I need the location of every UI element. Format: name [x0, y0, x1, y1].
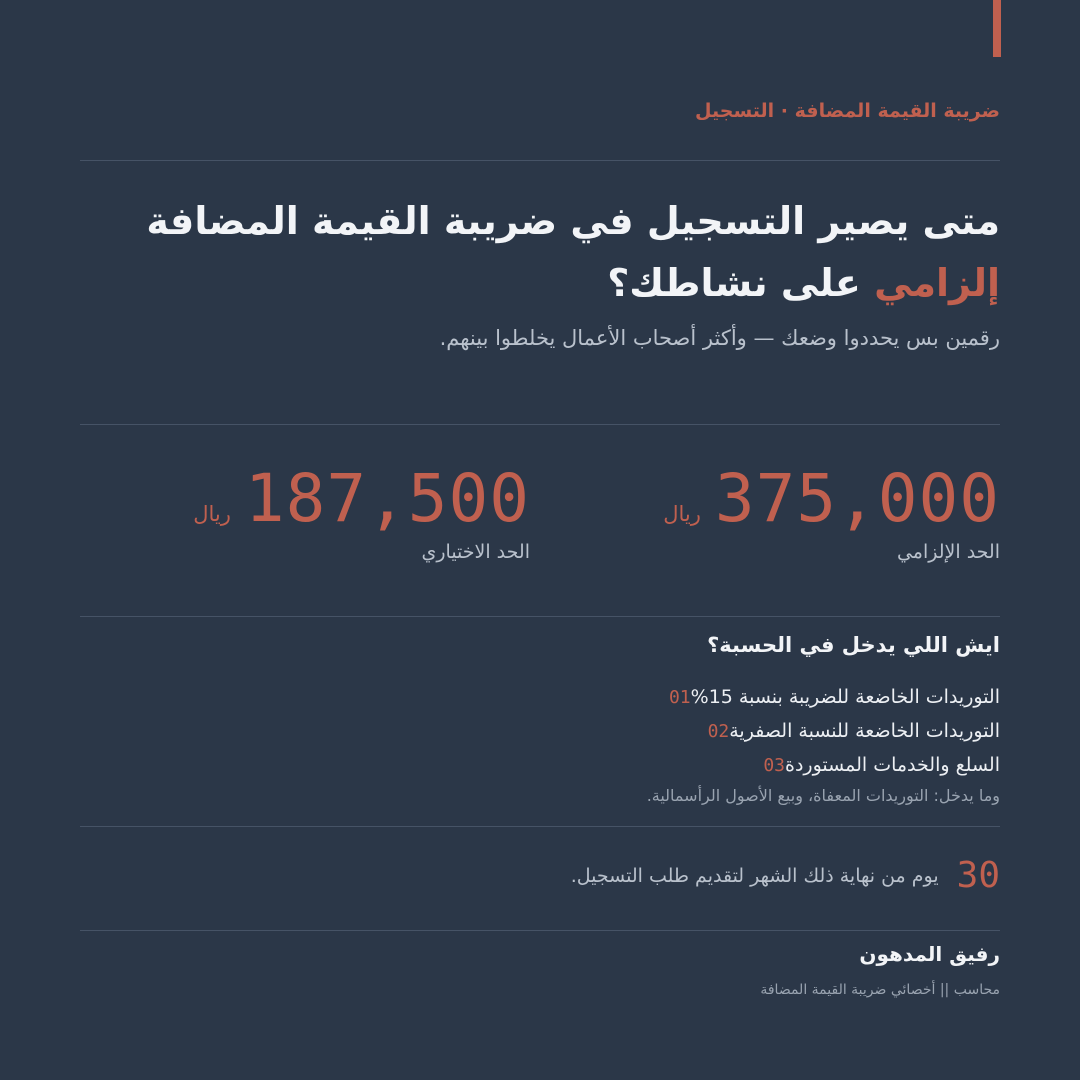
mandatory-threshold-value: 375,000	[714, 460, 1000, 537]
voluntary-threshold	[130, 460, 530, 563]
list-item	[629, 680, 1000, 714]
author-name: رفيق المدهون	[859, 942, 1000, 966]
deadline-days: 30	[956, 855, 1000, 896]
divider	[80, 424, 1000, 425]
subtitle: رقمين بس يحددوا وضعك — وأكثر أصحاب الأعمال يخلطوا بينهم.	[439, 326, 1000, 350]
deadline-text: يوم من نهاية ذلك الشهر لتقديم طلب التسجيل.	[570, 864, 939, 887]
excluded-note: وما يدخل: التوريدات المعفاة، وبيع الأصول الرأسمالية.	[646, 786, 1000, 805]
list-item	[629, 748, 1000, 782]
mandatory-threshold-currency: ريال	[663, 502, 701, 526]
divider	[80, 616, 1000, 617]
mandatory-threshold	[600, 460, 1000, 563]
list-item-text: التوريدات الخاضعة للضريبة بنسبة 15%	[690, 686, 1000, 708]
list-item-number: 01	[668, 686, 691, 708]
divider	[80, 826, 1000, 827]
headline-highlight: إلزامي	[874, 261, 1000, 305]
deadline	[571, 855, 1000, 896]
included-section-title: ايش اللي يدخل في الحسبة؟	[707, 633, 1000, 657]
voluntary-threshold-currency: ريال	[193, 502, 231, 526]
author-role: محاسب || أخصائي ضريبة القيمة المضافة	[760, 982, 1000, 998]
included-list	[629, 680, 1000, 782]
list-item-number: 02	[707, 720, 730, 742]
divider	[80, 930, 1000, 931]
headline-line2-rest: على نشاطك؟	[607, 261, 875, 305]
headline	[146, 190, 1000, 314]
list-item-number: 03	[763, 754, 786, 776]
list-item-text: التوريدات الخاضعة للنسبة الصفرية	[729, 720, 1000, 742]
list-item-text: السلع والخدمات المستوردة	[785, 754, 1000, 776]
voluntary-threshold-value: 187,500	[244, 460, 530, 537]
voluntary-threshold-label: الحد الاختياري	[421, 541, 530, 563]
top-accent-bar	[993, 0, 1001, 57]
divider	[80, 160, 1000, 161]
headline-line2	[146, 252, 1000, 314]
kicker: ضريبة القيمة المضافة · التسجيل	[695, 100, 1000, 122]
headline-line1: متى يصير التسجيل في ضريبة القيمة المضافة	[146, 199, 1000, 243]
list-item	[629, 714, 1000, 748]
mandatory-threshold-label: الحد الإلزامي	[896, 541, 1000, 563]
